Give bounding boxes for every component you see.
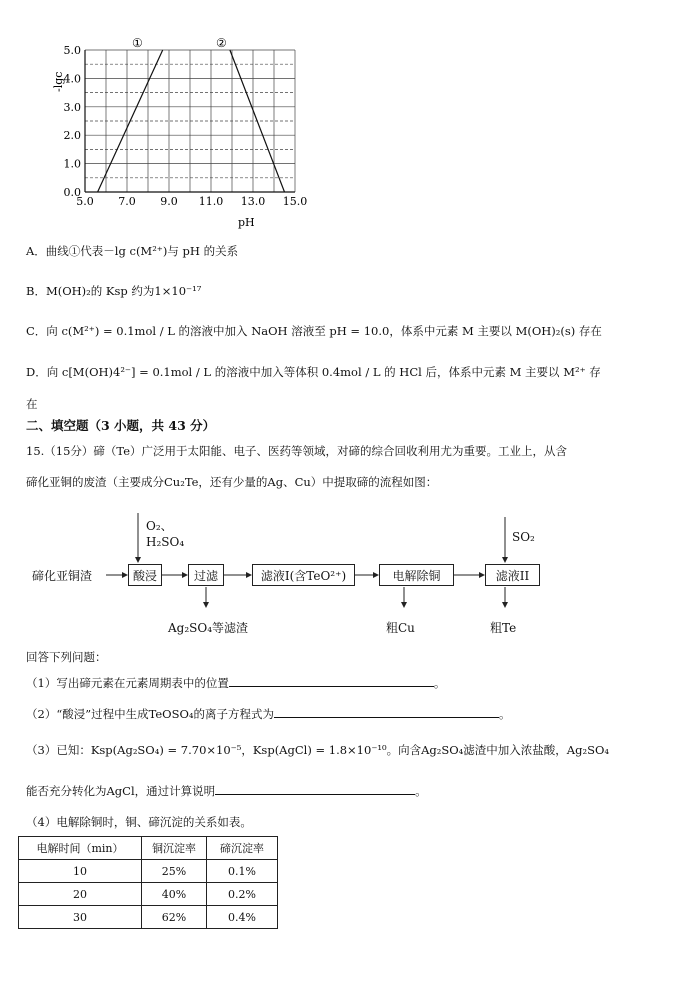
subq-2-text: （2）“酸浸”过程中生成TeOSO₄的离子方程式为: [26, 707, 275, 721]
y-tick-label: 1.0: [63, 157, 81, 171]
subq-1-blank[interactable]: [229, 674, 434, 687]
table-cell: 0.1%: [207, 860, 278, 883]
x-tick-label: 9.0: [160, 195, 178, 208]
x-tick-label: 11.0: [198, 195, 224, 208]
flow-step-filtrate2: 滤液II: [485, 564, 540, 586]
table-cell: 30: [19, 906, 142, 929]
flow-reagent-h2so4: H₂SO₄: [146, 535, 185, 549]
flow-output-te: 粗Te: [490, 621, 517, 635]
graph-ticks: [64, 44, 308, 208]
curve1-label: ①: [132, 36, 143, 50]
y-tick-label: 2.0: [63, 129, 81, 143]
y-axis-label: -lgc: [52, 71, 65, 92]
option-b: B．M(OH)₂的 Ksp 约为1×10⁻¹⁷: [26, 284, 202, 298]
subq-3b: [26, 782, 427, 799]
subq-2: [26, 705, 511, 722]
table-row: [19, 883, 278, 906]
flow-reagent-o2: O₂、: [146, 519, 173, 533]
subq-3-blank[interactable]: [215, 782, 415, 795]
results-table: [18, 836, 278, 929]
table-cell: 0.4%: [207, 906, 278, 929]
table-cell: 25%: [142, 860, 207, 883]
table-header-row: [19, 837, 278, 860]
option-d-continued: 在: [26, 397, 38, 411]
y-tick-label: 5.0: [63, 44, 81, 57]
flow-step-filtrate1: 滤液I(含TeO²⁺): [252, 564, 355, 586]
period: 。: [415, 784, 427, 798]
flow-reagent-so2: SO₂: [512, 530, 535, 544]
option-d: D．向 c[M(OH)4²⁻] = 0.1mol / L 的溶液中加入等体积 0.4mol / L 的 HCl 后，体系中元素 M 主要以 M²⁺ 存: [26, 365, 601, 379]
flow-arrows: [0, 505, 692, 615]
table-cell: 62%: [142, 906, 207, 929]
flow-step-acid-leach: 酸浸: [128, 564, 162, 586]
table-row: [19, 860, 278, 883]
y-tick-label: 0.0: [63, 186, 81, 199]
flow-output-residue: Ag₂SO₄等滤渣: [168, 621, 249, 635]
y-tick-label: 4.0: [63, 72, 81, 86]
x-tick-label: 5.0: [76, 195, 94, 208]
option-a: A．曲线①代表－lg c(M²⁺)与 pH 的关系: [26, 244, 239, 258]
flow-step-filter: 过滤: [188, 564, 224, 586]
x-tick-label: 13.0: [240, 195, 266, 208]
period: 。: [433, 676, 446, 690]
subq-1: [26, 674, 445, 691]
table-cell: 0.2%: [207, 883, 278, 906]
table-header: 碲沉淀率: [207, 837, 278, 860]
ph-graph: [30, 30, 310, 230]
period: 。: [499, 707, 511, 721]
question-line2: 碲化亚铜的废渣（主要成分Cu₂Te，还有少量的Ag、Cu）中提取碲的流程如图：: [26, 475, 438, 489]
table-cell: 20: [19, 883, 142, 906]
subq-1-text: （1）写出碲元素在元素周期表中的位置: [26, 676, 229, 690]
graph-grid: [85, 50, 295, 192]
answers-intro: 回答下列问题：: [26, 650, 107, 664]
table-row: [19, 906, 278, 929]
table-cell: 10: [19, 860, 142, 883]
subq-3a: （3）已知：Ksp(Ag₂SO₄) = 7.70×10⁻⁵，Ksp(AgCl) = 1.8×10⁻¹⁰。向含Ag₂SO₄滤渣中加入浓盐酸，Ag₂SO₄: [26, 743, 609, 757]
x-tick-label: 15.0: [282, 195, 308, 208]
question-line1: 15.（15分）碲（Te）广泛用于太阳能、电子、医药等领域，对碲的综合回收利用尤为重要。工业上，从含: [26, 444, 568, 458]
flow-step-electrolysis: 电解除铜: [379, 564, 454, 586]
subq-2-blank[interactable]: [274, 705, 499, 718]
section-title: 二、填空题（3 小题，共 43 分）: [26, 418, 216, 433]
curve2-label: ②: [216, 36, 227, 50]
flow-output-cu: 粗Cu: [386, 621, 415, 635]
subq-3b-text: 能否充分转化为AgCl，通过计算说明: [26, 784, 216, 798]
x-tick-label: 7.0: [118, 195, 136, 208]
option-c: C．向 c(M²⁺) = 0.1mol / L 的溶液中加入 NaOH 溶液至 pH = 10.0，体系中元素 M 主要以 M(OH)₂(s) 存在: [26, 324, 602, 338]
table-cell: 40%: [142, 883, 207, 906]
x-axis-label: pH: [238, 216, 255, 229]
subq-4: （4）电解除铜时，铜、碲沉淀的关系如表。: [26, 815, 252, 829]
table-header: 电解时间（min）: [19, 837, 142, 860]
table-header: 铜沉淀率: [142, 837, 207, 860]
y-tick-label: 3.0: [63, 100, 81, 114]
flow-start: 碲化亚铜渣: [32, 569, 93, 583]
